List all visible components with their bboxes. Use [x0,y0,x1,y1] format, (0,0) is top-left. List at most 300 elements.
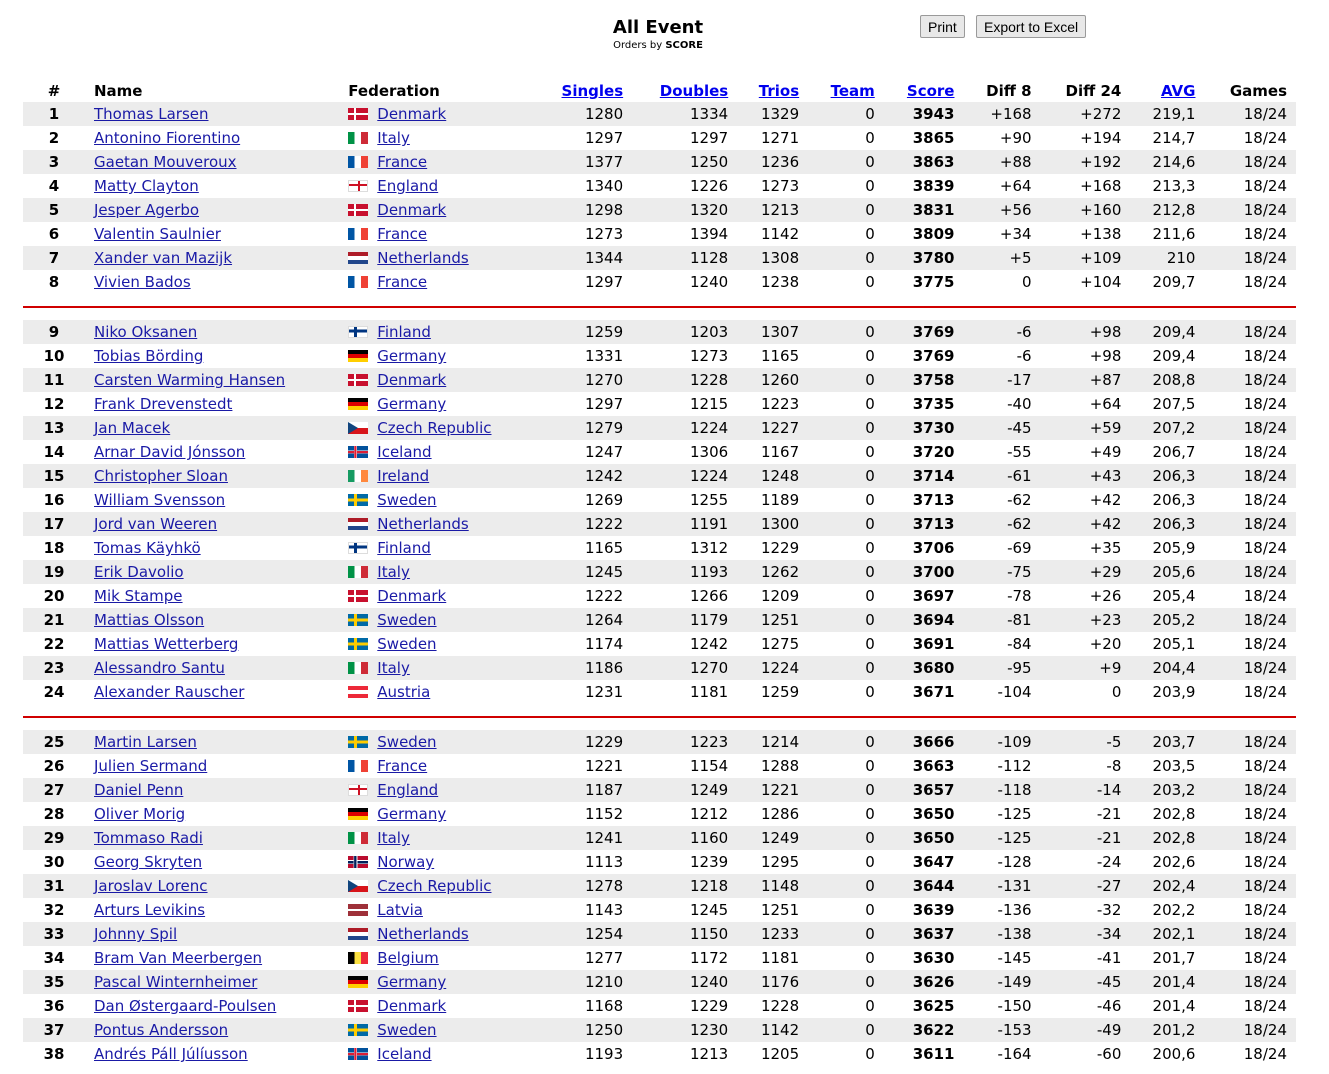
cell-avg: 206,7 [1130,440,1204,464]
cell-trios: 1142 [737,222,808,246]
cell-diff8: -75 [963,560,1040,584]
cell-doubles: 1179 [632,608,737,632]
player-link[interactable]: Erik Davolio [94,563,184,581]
cell-games: 18/24 [1204,730,1296,754]
table-row [23,898,1296,922]
sort-team-link[interactable]: Team [830,82,875,100]
federation-link[interactable]: Belgium [377,949,439,967]
cell-name[interactable] [85,1042,339,1066]
cell-name[interactable] [85,680,339,704]
cell-rank: 38 [23,1042,85,1066]
col-games: Games [1229,82,1287,100]
flag-iceland-icon [348,1048,368,1060]
player-link[interactable]: William Svensson [94,491,226,509]
cell-name[interactable] [85,970,339,994]
export-excel-button[interactable]: Export to Excel [976,15,1086,38]
cell-federation[interactable] [339,536,535,560]
col-diff24: Diff 24 [1065,82,1122,100]
player-link[interactable]: Martin Larsen [94,733,197,751]
player-link[interactable]: Niko Oksanen [94,323,198,341]
cell-federation[interactable] [339,656,535,680]
cell-name[interactable] [85,850,339,874]
federation-link[interactable]: Denmark [377,201,447,219]
table-row [23,850,1296,874]
cell-diff8: -104 [963,680,1040,704]
cell-team: 0 [808,464,884,488]
cell-diff8: -128 [963,850,1040,874]
federation-link[interactable]: Italy [377,129,410,147]
cell-score: 3625 [884,994,964,1018]
cell-name[interactable] [85,368,339,392]
table-row [23,922,1296,946]
cell-diff8: -78 [963,584,1040,608]
cell-avg: 201,4 [1130,970,1204,994]
cell-rank: 16 [23,488,85,512]
cell-trios: 1262 [737,560,808,584]
cell-singles: 1280 [535,102,632,126]
col-trios[interactable] [737,80,808,102]
cell-federation[interactable] [339,344,535,368]
cell-diff24: +43 [1041,464,1131,488]
cell-federation[interactable] [339,608,535,632]
cell-games: 18/24 [1204,126,1296,150]
cell-diff24: -49 [1041,1018,1131,1042]
flag-denmark-icon [348,204,368,216]
cell-diff8: +34 [963,222,1040,246]
cell-games: 18/24 [1204,970,1296,994]
cell-federation[interactable] [339,246,535,270]
cell-doubles: 1240 [632,970,737,994]
player-link[interactable]: Oliver Morig [94,805,186,823]
player-link[interactable]: Jan Macek [94,419,171,437]
federation-link[interactable]: Latvia [377,901,423,919]
player-link[interactable]: Georg Skryten [94,853,203,871]
cell-score: 3706 [884,536,964,560]
player-link[interactable]: Frank Drevenstedt [94,395,233,413]
cell-trios: 1260 [737,368,808,392]
cell-score: 3769 [884,320,964,344]
cell-rank: 8 [23,270,85,294]
table-row [23,754,1296,778]
cell-score: 3831 [884,198,964,222]
cell-name[interactable] [85,320,339,344]
cell-score: 3622 [884,1018,964,1042]
cell-team: 0 [808,778,884,802]
flag-sweden-icon [348,1024,368,1036]
cell-diff24: +160 [1041,198,1131,222]
federation-link[interactable]: Germany [377,805,447,823]
col-score[interactable] [884,80,964,102]
cell-federation[interactable] [339,874,535,898]
federation-link[interactable]: France [377,757,428,775]
cell-name[interactable] [85,246,339,270]
cell-federation[interactable] [339,632,535,656]
cell-score: 3657 [884,778,964,802]
cell-diff8: -145 [963,946,1040,970]
cell-name[interactable] [85,656,339,680]
federation-link[interactable]: Netherlands [377,925,469,943]
flag-ireland-icon [348,470,368,482]
cell-diff8: -55 [963,440,1040,464]
flag-france-icon [348,228,368,240]
federation-link[interactable]: Denmark [377,587,447,605]
cell-diff24: +192 [1041,150,1131,174]
cell-federation[interactable] [339,368,535,392]
cell-games: 18/24 [1204,344,1296,368]
cell-diff24: -24 [1041,850,1131,874]
cell-doubles: 1212 [632,802,737,826]
cell-trios: 1249 [737,826,808,850]
cell-federation[interactable] [339,1042,535,1066]
cell-name[interactable] [85,826,339,850]
col-singles[interactable] [535,80,632,102]
cell-singles: 1152 [535,802,632,826]
sort-avg-link[interactable]: AVG [1160,82,1196,100]
federation-link[interactable]: Denmark [377,105,447,123]
player-link[interactable]: Valentin Saulnier [94,225,221,243]
sort-singles-link[interactable]: Singles [561,82,624,100]
cell-games: 18/24 [1204,874,1296,898]
cell-avg: 206,3 [1130,512,1204,536]
player-link[interactable]: Tobias Börding [94,347,204,365]
player-link[interactable]: Matty Clayton [94,177,199,195]
cell-score: 3863 [884,150,964,174]
federation-link[interactable]: Germany [377,395,447,413]
cell-name[interactable] [85,416,339,440]
table-row [23,680,1296,704]
cell-diff24: +59 [1041,416,1131,440]
cutline-cell [23,704,1296,730]
federation-link[interactable]: Sweden [377,611,437,629]
cell-federation[interactable] [339,826,535,850]
cell-federation[interactable] [339,994,535,1018]
cell-name[interactable] [85,778,339,802]
cell-name[interactable] [85,126,339,150]
czech-triangle [348,880,368,892]
player-link[interactable]: Pontus Andersson [94,1021,229,1039]
cell-diff8: -125 [963,826,1040,850]
cell-federation[interactable] [339,198,535,222]
player-link[interactable]: Christopher Sloan [94,467,228,485]
cell-games: 18/24 [1204,488,1296,512]
player-link[interactable]: Antonino Fiorentino [94,129,241,147]
cell-score: 3644 [884,874,964,898]
flag-italy-icon [348,662,368,674]
federation-link[interactable]: Iceland [377,1045,432,1063]
cell-federation[interactable] [339,584,535,608]
cell-doubles: 1223 [632,730,737,754]
cell-singles: 1187 [535,778,632,802]
cell-federation[interactable] [339,898,535,922]
col-team[interactable] [808,80,884,102]
order-key: SCORE [665,40,703,51]
cell-games: 18/24 [1204,174,1296,198]
cell-trios: 1288 [737,754,808,778]
table-row [23,416,1296,440]
cell-name[interactable] [85,754,339,778]
federation-link[interactable]: Netherlands [377,515,469,533]
player-link[interactable]: Mik Stampe [94,587,183,605]
cell-federation[interactable] [339,970,535,994]
cell-avg: 203,5 [1130,754,1204,778]
cell-name[interactable] [85,584,339,608]
cell-games: 18/24 [1204,1042,1296,1066]
federation-link[interactable]: Norway [377,853,435,871]
cell-trios: 1295 [737,850,808,874]
cell-federation[interactable] [339,730,535,754]
table-row [23,246,1296,270]
federation-link[interactable]: Finland [377,539,431,557]
cell-name[interactable] [85,222,339,246]
sort-doubles-link[interactable]: Doubles [659,82,729,100]
federation-link[interactable]: England [377,781,439,799]
cell-avg: 201,4 [1130,994,1204,1018]
flag-netherlands-icon [348,518,368,530]
cell-team: 0 [808,270,884,294]
cell-score: 3630 [884,946,964,970]
cell-diff8: +88 [963,150,1040,174]
cell-rank: 22 [23,632,85,656]
player-link[interactable]: Jord van Weeren [94,515,218,533]
federation-link[interactable]: Sweden [377,1021,437,1039]
cell-federation[interactable] [339,102,535,126]
cell-diff8: -149 [963,970,1040,994]
cell-name[interactable] [85,270,339,294]
federation-link[interactable]: Germany [377,347,447,365]
print-button[interactable]: Print [920,15,965,38]
cell-diff24: -34 [1041,922,1131,946]
cell-score: 3611 [884,1042,964,1066]
player-link[interactable]: Gaetan Mouveroux [94,153,237,171]
cell-rank: 33 [23,922,85,946]
cell-rank: 23 [23,656,85,680]
cell-diff24: +23 [1041,608,1131,632]
player-link[interactable]: Andrés Páll Júlíusson [94,1045,248,1063]
cell-team: 0 [808,656,884,680]
player-link[interactable]: Mattias Olsson [94,611,205,629]
federation-link[interactable]: Denmark [377,997,447,1015]
player-link[interactable]: Jaroslav Lorenc [94,877,208,895]
cell-federation[interactable] [339,126,535,150]
cell-doubles: 1150 [632,922,737,946]
federation-link[interactable]: Netherlands [377,249,469,267]
cell-trios: 1228 [737,994,808,1018]
federation-link[interactable]: Austria [377,683,431,701]
cell-trios: 1248 [737,464,808,488]
cell-score: 3943 [884,102,964,126]
cell-federation[interactable] [339,754,535,778]
cell-team: 0 [808,802,884,826]
cell-doubles: 1240 [632,270,737,294]
flag-iceland-icon [348,446,368,458]
table-row [23,608,1296,632]
cell-name[interactable] [85,730,339,754]
cell-name[interactable] [85,946,339,970]
cell-games: 18/24 [1204,656,1296,680]
player-link[interactable]: Dan Østergaard-Poulsen [94,997,277,1015]
cell-avg: 205,1 [1130,632,1204,656]
cell-diff24: +9 [1041,656,1131,680]
cell-federation[interactable] [339,778,535,802]
cell-trios: 1251 [737,898,808,922]
cell-singles: 1186 [535,656,632,680]
cell-name[interactable] [85,344,339,368]
player-link[interactable]: Tomas Käyhkö [94,539,201,557]
cell-name[interactable] [85,150,339,174]
sort-trios-link[interactable]: Trios [758,82,800,100]
cell-singles: 1241 [535,826,632,850]
cell-federation[interactable] [339,946,535,970]
cell-name[interactable] [85,1018,339,1042]
cell-score: 3713 [884,512,964,536]
cell-diff8: -6 [963,320,1040,344]
player-link[interactable]: Johnny Spil [94,925,178,943]
cell-federation[interactable] [339,150,535,174]
cell-name[interactable] [85,898,339,922]
cell-federation[interactable] [339,680,535,704]
cell-games: 18/24 [1204,320,1296,344]
cell-diff8: -112 [963,754,1040,778]
table-row [23,344,1296,368]
cell-name[interactable] [85,536,339,560]
federation-link[interactable]: France [377,273,428,291]
federation-link[interactable]: England [377,177,439,195]
cell-name[interactable] [85,802,339,826]
cell-federation[interactable] [339,392,535,416]
federation-link[interactable]: Sweden [377,491,437,509]
cell-name[interactable] [85,560,339,584]
federation-link[interactable]: Sweden [377,733,437,751]
federation-link[interactable]: Finland [377,323,431,341]
player-link[interactable]: Carsten Warming Hansen [94,371,286,389]
cell-name[interactable] [85,440,339,464]
cell-name[interactable] [85,102,339,126]
cell-name[interactable] [85,874,339,898]
cell-federation[interactable] [339,464,535,488]
player-link[interactable]: Arnar David Jónsson [94,443,246,461]
federation-link[interactable]: Italy [377,829,410,847]
federation-link[interactable]: Sweden [377,635,437,653]
cell-avg: 203,7 [1130,730,1204,754]
cell-team: 0 [808,536,884,560]
cell-name[interactable] [85,994,339,1018]
cell-federation[interactable] [339,560,535,584]
table-row [23,102,1296,126]
federation-link[interactable]: Italy [377,563,410,581]
federation-link[interactable]: Czech Republic [377,419,492,437]
federation-link[interactable]: Czech Republic [377,877,492,895]
cell-federation[interactable] [339,320,535,344]
flag-denmark-icon [348,374,368,386]
cell-name[interactable] [85,392,339,416]
cell-diff8: -40 [963,392,1040,416]
cell-name[interactable] [85,488,339,512]
player-link[interactable]: Mattias Wetterberg [94,635,239,653]
cell-name[interactable] [85,198,339,222]
cell-federation[interactable] [339,512,535,536]
cell-singles: 1297 [535,270,632,294]
col-rank: # [47,82,61,100]
cell-diff24: +138 [1041,222,1131,246]
player-link[interactable]: Tommaso Radi [94,829,203,847]
federation-link[interactable]: France [377,225,428,243]
cell-avg: 202,4 [1130,874,1204,898]
flag-norway-icon [348,856,368,868]
cell-name[interactable] [85,174,339,198]
page-title: All Event [612,17,704,38]
cell-score: 3639 [884,898,964,922]
player-link[interactable]: Arturs Levikins [94,901,206,919]
federation-link[interactable]: France [377,153,428,171]
player-link[interactable]: Xander van Mazijk [94,249,233,267]
cell-doubles: 1181 [632,680,737,704]
cell-federation[interactable] [339,174,535,198]
cell-score: 3626 [884,970,964,994]
cell-rank: 30 [23,850,85,874]
player-link[interactable]: Pascal Winternheimer [94,973,258,991]
cell-name[interactable] [85,512,339,536]
federation-link[interactable]: Denmark [377,371,447,389]
cell-doubles: 1218 [632,874,737,898]
col-doubles[interactable] [632,80,737,102]
player-link[interactable]: Jesper Agerbo [94,201,200,219]
player-link[interactable]: Alexander Rauscher [94,683,245,701]
col-avg[interactable] [1130,80,1204,102]
cell-federation[interactable] [339,1018,535,1042]
federation-link[interactable]: Iceland [377,443,432,461]
cell-team: 0 [808,512,884,536]
player-link[interactable]: Alessandro Santu [94,659,225,677]
cell-federation[interactable] [339,416,535,440]
cell-trios: 1233 [737,922,808,946]
federation-link[interactable]: Germany [377,973,447,991]
player-link[interactable]: Bram Van Meerbergen [94,949,263,967]
cell-federation[interactable] [339,802,535,826]
player-link[interactable]: Julien Sermand [94,757,208,775]
player-link[interactable]: Vivien Bados [94,273,191,291]
cell-diff8: -109 [963,730,1040,754]
cell-games: 18/24 [1204,536,1296,560]
cell-name[interactable] [85,632,339,656]
cell-name[interactable] [85,608,339,632]
cell-name[interactable] [85,464,339,488]
sort-score-link[interactable]: Score [906,82,955,100]
cell-federation[interactable] [339,488,535,512]
cell-federation[interactable] [339,850,535,874]
cell-score: 3647 [884,850,964,874]
cell-doubles: 1229 [632,994,737,1018]
player-link[interactable]: Daniel Penn [94,781,184,799]
cell-name[interactable] [85,922,339,946]
cell-singles: 1331 [535,344,632,368]
cell-federation[interactable] [339,440,535,464]
cell-federation[interactable] [339,922,535,946]
player-link[interactable]: Thomas Larsen [94,105,209,123]
federation-link[interactable]: Ireland [377,467,430,485]
federation-link[interactable]: Italy [377,659,410,677]
cell-avg: 202,8 [1130,802,1204,826]
cell-score: 3775 [884,270,964,294]
cell-games: 18/24 [1204,102,1296,126]
cell-diff24: +194 [1041,126,1131,150]
cell-score: 3691 [884,632,964,656]
cell-score: 3720 [884,440,964,464]
cell-games: 18/24 [1204,802,1296,826]
cell-federation[interactable] [339,270,535,294]
cell-federation[interactable] [339,222,535,246]
cell-avg: 214,7 [1130,126,1204,150]
cell-singles: 1259 [535,320,632,344]
